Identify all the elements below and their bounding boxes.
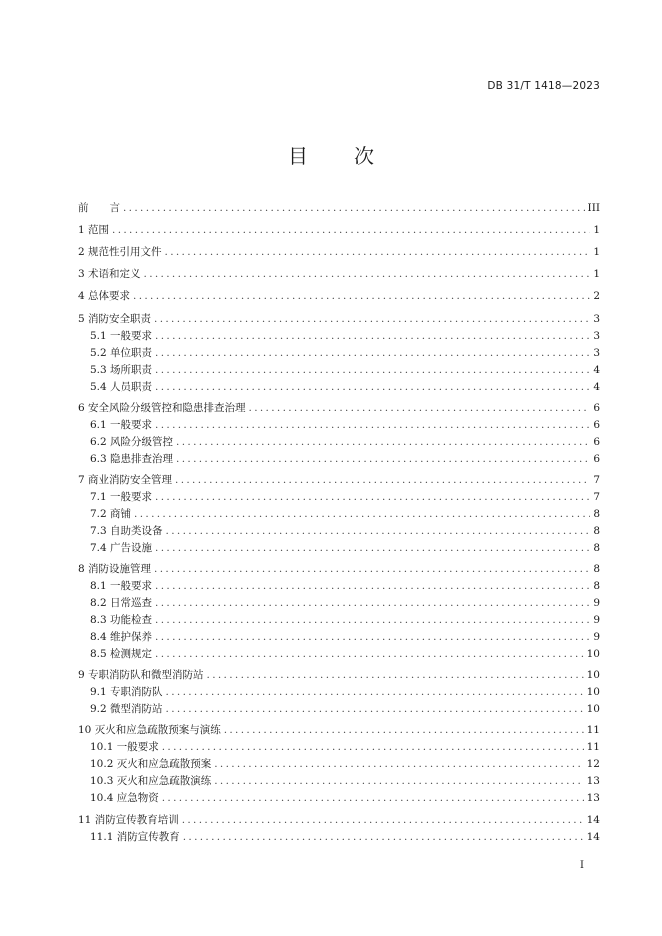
toc-entry-label: 5.2 单位职责 xyxy=(90,347,153,359)
toc-entry-page: 9 xyxy=(593,614,600,626)
toc-subentry[interactable] xyxy=(78,489,600,505)
toc-leader-dots xyxy=(155,595,590,611)
toc-subentry[interactable] xyxy=(78,417,600,433)
toc-entry[interactable] xyxy=(78,200,600,216)
toc-entry-label: 10.1 一般要求 xyxy=(90,741,159,753)
toc-entry-page: 7 xyxy=(593,474,600,486)
toc-subentry[interactable] xyxy=(78,684,600,700)
toc-entry-label: 8.4 维护保养 xyxy=(90,631,153,643)
toc-entry[interactable] xyxy=(78,472,600,488)
toc-entry-label: 5 消防安全职责 xyxy=(78,313,152,325)
toc-subentry[interactable] xyxy=(78,362,600,378)
toc-subentry[interactable] xyxy=(78,701,600,717)
toc-subentry[interactable] xyxy=(78,629,600,645)
toc-entry[interactable] xyxy=(78,311,600,327)
toc-entry-label: 7.1 一般要求 xyxy=(90,491,153,503)
toc-leader-dots xyxy=(112,222,590,238)
toc-subentry[interactable] xyxy=(78,790,600,806)
toc-entry-label: 2 规范性引用文件 xyxy=(78,246,162,258)
toc-leader-dots xyxy=(155,646,584,662)
toc-entry-page: 10 xyxy=(586,686,600,698)
toc-entry-label: 10.3 灭火和应急疏散演练 xyxy=(90,775,212,787)
toc-entry-page: 1 xyxy=(593,246,600,258)
toc-entry[interactable] xyxy=(78,400,600,416)
toc-entry-label: 8.5 检测规定 xyxy=(90,648,153,660)
page-number: I xyxy=(580,860,584,871)
toc-entry-label: 8 消防设施管理 xyxy=(78,563,152,575)
toc-subentry[interactable] xyxy=(78,646,600,662)
toc-leader-dots xyxy=(155,362,590,378)
toc-leader-dots xyxy=(154,311,590,327)
toc-leader-dots xyxy=(166,684,584,700)
toc-subentry[interactable] xyxy=(78,540,600,556)
toc-entry[interactable] xyxy=(78,266,600,282)
toc-leader-dots xyxy=(133,288,590,304)
toc-entry-page: 1 xyxy=(593,268,600,280)
toc-entry-page: 10 xyxy=(586,703,600,715)
toc-leader-dots xyxy=(155,489,590,505)
toc-leader-dots xyxy=(176,451,590,467)
toc-subentry[interactable] xyxy=(78,328,600,344)
toc-entry-label: 5.1 一般要求 xyxy=(90,330,153,342)
toc-leader-dots xyxy=(175,472,590,488)
toc-leader-dots xyxy=(155,612,590,628)
toc-subentry[interactable] xyxy=(78,345,600,361)
toc-leader-dots xyxy=(155,345,590,361)
toc-leader-dots xyxy=(165,244,591,260)
toc-subentry[interactable] xyxy=(78,523,600,539)
toc-entry[interactable] xyxy=(78,722,600,738)
toc-subentry[interactable] xyxy=(78,451,600,467)
toc-entry-label: 10.4 应急物资 xyxy=(90,792,159,804)
toc-entry-page: 6 xyxy=(593,453,600,465)
toc-entry[interactable] xyxy=(78,561,600,577)
toc-entry-page: 3 xyxy=(593,347,600,359)
toc-leader-dots xyxy=(155,629,590,645)
toc-entry-page: III xyxy=(587,202,600,214)
toc-entry-label: 10.2 灭火和应急疏散预案 xyxy=(90,758,212,770)
toc-subentry[interactable] xyxy=(78,756,600,772)
toc-entry-page: 8 xyxy=(593,580,600,592)
toc-leader-dots xyxy=(183,829,584,845)
title-char-2: 次 xyxy=(354,144,374,168)
toc-entry-page: 8 xyxy=(593,542,600,554)
toc-entry-label: 8.3 功能检查 xyxy=(90,614,153,626)
toc-entry[interactable] xyxy=(78,222,600,238)
toc-entry-label: 11 消防宣传教育培训 xyxy=(78,814,179,826)
toc-entry[interactable] xyxy=(78,812,600,828)
toc-leader-dots xyxy=(166,523,591,539)
toc-entry-page: 12 xyxy=(586,758,600,770)
toc-subentry[interactable] xyxy=(78,829,600,845)
toc-leader-dots xyxy=(162,790,584,806)
toc-leader-dots xyxy=(155,578,590,594)
toc-subentry[interactable] xyxy=(78,612,600,628)
toc-entry-page: 1 xyxy=(593,224,600,236)
toc-entry-page: 13 xyxy=(586,775,600,787)
toc-entry-label: 11.1 消防宣传教育 xyxy=(90,831,180,843)
toc-entry-page: 9 xyxy=(593,597,600,609)
toc-leader-dots xyxy=(123,200,585,216)
toc-leader-dots xyxy=(214,773,583,789)
toc-entry-page: 6 xyxy=(593,419,600,431)
toc-entry-label: 8.2 日常巡查 xyxy=(90,597,153,609)
toc-leader-dots xyxy=(224,722,584,738)
toc-leader-dots xyxy=(155,417,590,433)
toc-entry-page: 8 xyxy=(593,563,600,575)
toc-leader-dots xyxy=(154,561,590,577)
toc-entry-page: 10 xyxy=(586,648,600,660)
toc-entry-label: 5.4 人员职责 xyxy=(90,381,153,393)
toc-leader-dots xyxy=(155,540,590,556)
toc-entry[interactable] xyxy=(78,244,600,260)
toc-leader-dots xyxy=(155,379,590,395)
toc-entry-label: 8.1 一般要求 xyxy=(90,580,153,592)
toc-entry-page: 3 xyxy=(593,330,600,342)
toc-leader-dots xyxy=(155,328,590,344)
page-title xyxy=(0,140,662,169)
toc-entry-page: 11 xyxy=(586,724,600,736)
toc-entry-label: 7 商业消防安全管理 xyxy=(78,474,173,486)
toc-entry-label: 6.1 一般要求 xyxy=(90,419,153,431)
toc-entry-page: 9 xyxy=(593,631,600,643)
toc-entry-label: 1 范围 xyxy=(78,224,110,236)
toc-entry-label: 前 言 xyxy=(78,202,120,214)
toc-entry-page: 8 xyxy=(593,508,600,520)
toc-entry-page: 3 xyxy=(593,313,600,325)
toc-entry-label: 9.2 微型消防站 xyxy=(90,703,163,715)
toc-entry-page: 14 xyxy=(586,814,600,826)
toc-entry-page: 4 xyxy=(593,364,600,376)
toc-entry-page: 7 xyxy=(593,491,600,503)
toc-entry-page: 4 xyxy=(593,381,600,393)
toc-entry-page: 14 xyxy=(586,831,600,843)
toc-leader-dots xyxy=(182,812,584,828)
toc-entry-page: 8 xyxy=(593,525,600,537)
toc-entry-label: 9 专职消防队和微型消防站 xyxy=(78,669,204,681)
toc-entry-label: 7.3 自助类设备 xyxy=(90,525,163,537)
toc-subentry[interactable] xyxy=(78,773,600,789)
toc-subentry[interactable] xyxy=(78,379,600,395)
toc-entry[interactable] xyxy=(78,288,600,304)
standard-code: DB 31/T 1418—2023 xyxy=(487,80,600,92)
toc-leader-dots xyxy=(249,400,591,416)
toc-entry-page: 10 xyxy=(586,669,600,681)
toc-subentry[interactable] xyxy=(78,578,600,594)
toc-entry-page: 6 xyxy=(593,402,600,414)
toc-entry-page: 6 xyxy=(593,436,600,448)
toc-entry-label: 6 安全风险分级管控和隐患排查治理 xyxy=(78,402,246,414)
toc-leader-dots xyxy=(166,701,584,717)
toc-entry-label: 7.2 商铺 xyxy=(90,508,132,520)
toc-entry-label: 3 术语和定义 xyxy=(78,268,141,280)
toc-entry-label: 6.2 风险分级管控 xyxy=(90,436,174,448)
toc-leader-dots xyxy=(134,506,590,522)
toc-entry[interactable] xyxy=(78,667,600,683)
toc-subentry[interactable] xyxy=(78,739,600,755)
toc-entry-label: 4 总体要求 xyxy=(78,290,131,302)
toc-leader-dots xyxy=(144,266,591,282)
toc-subentry[interactable] xyxy=(78,595,600,611)
toc-leader-dots xyxy=(176,434,590,450)
toc-leader-dots xyxy=(207,667,584,683)
toc-entry-page: 13 xyxy=(586,792,600,804)
toc-leader-dots xyxy=(162,739,584,755)
toc-entry-label: 10 灭火和应急疏散预案与演练 xyxy=(78,724,221,736)
toc-subentry[interactable] xyxy=(78,506,600,522)
toc-entry-page: 2 xyxy=(593,290,600,302)
toc-entry-page: 11 xyxy=(586,741,600,753)
toc-entry-label: 5.3 场所职责 xyxy=(90,364,153,376)
title-char-1: 目 xyxy=(288,144,308,168)
toc-entry-label: 9.1 专职消防队 xyxy=(90,686,163,698)
toc-leader-dots xyxy=(214,756,583,772)
toc-subentry[interactable] xyxy=(78,434,600,450)
toc-entry-label: 6.3 隐患排查治理 xyxy=(90,453,174,465)
toc-entry-label: 7.4 广告设施 xyxy=(90,542,153,554)
